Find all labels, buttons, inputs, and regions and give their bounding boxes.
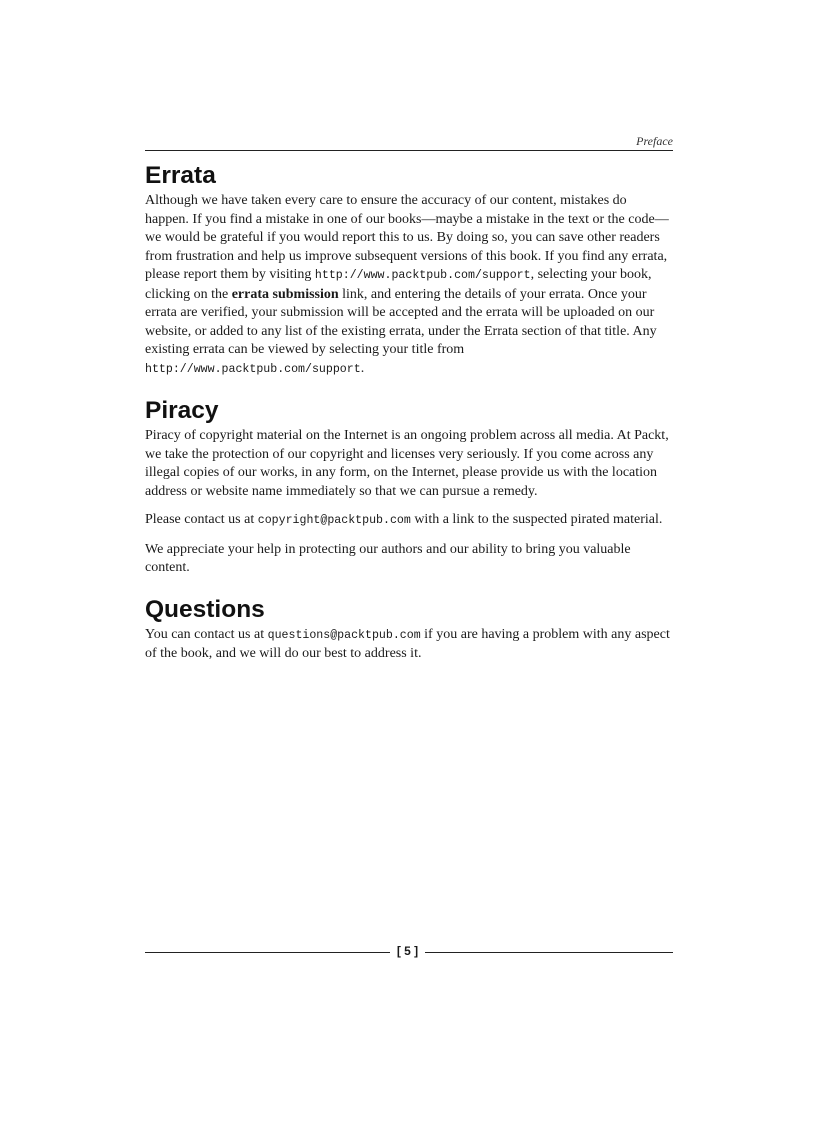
- errata-text-1: Although we have taken every care to ensure the accuracy of our content, mistakes do happen. If you find a mistake in one of our books—maybe a mistake in the text or the code—we would be grateful if you would report this to us. By doing so, you can save other readers from frustration and help us improve subsequent versions of this book. If you find any errata, please report them by visiting: [145, 193, 669, 282]
- header-rule: [145, 150, 673, 151]
- footer-rule-right: [425, 952, 673, 953]
- support-url-link-2: http://www.packtpub.com/support: [145, 362, 361, 376]
- errata-text-2: , selecting your book, clicking on the: [145, 267, 652, 302]
- page-number: [ 5 ]: [396, 944, 419, 958]
- running-head: Preface: [636, 134, 673, 148]
- questions-section: [145, 594, 673, 664]
- piracy-paragraph-1: Piracy of copyright material on the Internet is an ongoing problem across all media. At Packt, we take the protection of our copyright and licenses very seriously. If you come across any illegal copies of our works, in any form, on the Internet, please provide us with the location address or website name immediately so that we can pursue a remedy.: [145, 428, 669, 499]
- footer-rule-left: [145, 952, 390, 953]
- support-url-link: http://www.packtpub.com/support: [314, 269, 531, 282]
- copyright-email: copyright@packtpub.com: [257, 514, 411, 527]
- page-footer: [145, 943, 673, 963]
- errata-submission-term: errata submission: [231, 286, 339, 302]
- piracy-paragraph-3: We appreciate your help in protecting our authors and our ability to bring you valuable content.: [145, 541, 631, 575]
- errata-text-3: link, and entering the details of your errata. Once your errata are verified, your submission will be accepted and the errata will be uploaded on our website, or added to any list of the existing errata, under the Errata section of that title. Any existing errata can be viewed by selecting your title from: [145, 286, 657, 357]
- errata-text-4: .: [360, 360, 365, 376]
- page-content: [145, 160, 673, 680]
- piracy-section: [145, 395, 673, 578]
- errata-section: [145, 160, 673, 379]
- piracy-paragraph-2: [145, 511, 673, 531]
- errata-heading: Errata: [145, 162, 216, 189]
- questions-heading: Questions: [145, 595, 265, 623]
- questions-text-2: if you are having a problem with any aspect of the book, and we will do our best to address it.: [145, 626, 670, 661]
- errata-paragraph: [145, 192, 673, 379]
- questions-text-1: You can contact us at: [145, 626, 268, 642]
- questions-paragraph: [145, 626, 673, 664]
- piracy-contact-text-2: with a link to the suspected pirated material.: [410, 512, 663, 527]
- piracy-contact-text-1: Please contact us at: [145, 512, 258, 527]
- questions-email: questions@packtpub.com: [267, 628, 421, 642]
- piracy-heading: Piracy: [145, 397, 219, 424]
